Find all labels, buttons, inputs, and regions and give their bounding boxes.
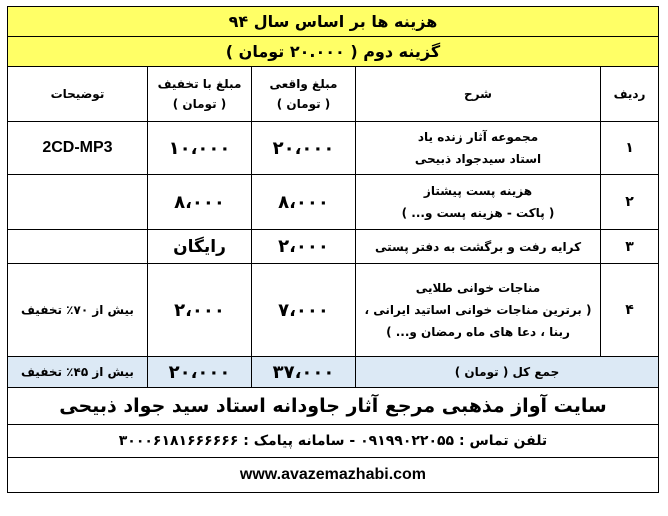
table-row	[7, 230, 658, 264]
row-description-line: کرایه رفت و برگشت به دفتر پستی	[374, 239, 582, 254]
row-description	[356, 264, 601, 357]
row-description-line: مناجات خوانی طلایی	[415, 281, 541, 295]
site-row	[7, 388, 658, 425]
header-row	[7, 67, 658, 122]
row-description-line: ( برترین مناجات خوانی اساتید ایرانی ،	[364, 303, 592, 317]
row-discount-price: ۸،۰۰۰	[148, 175, 252, 230]
table-title: هزینه ها بر اساس سال ۹۴	[7, 7, 658, 37]
header-discount-price-line1: مبلغ با تخفیف	[157, 77, 242, 91]
row-real-price: ۷،۰۰۰	[252, 264, 356, 357]
row-notes	[7, 175, 147, 230]
row-discount-price: ۲،۰۰۰	[148, 264, 252, 357]
row-description-line: استاد سیدجواد ذبیحی	[414, 152, 542, 166]
row-index: ۳	[601, 230, 659, 264]
row-description-line: ربنا ، دعا های ماه رمضان و... )	[386, 325, 570, 339]
header-discount-price	[148, 67, 252, 122]
row-description	[356, 230, 601, 264]
header-real-price-line2: ( تومان )	[276, 97, 331, 111]
row-index: ۴	[601, 264, 659, 357]
title-row	[7, 7, 658, 37]
price-table	[7, 6, 659, 493]
table-row	[7, 264, 658, 357]
contact-info: تلفن تماس : ۰۹۱۹۹۰۲۲۰۵۵ - سامانه پیامک : ۳۰۰۰۶۱۸۱۶۶۶۶۶۶	[7, 425, 658, 458]
row-description	[356, 175, 601, 230]
header-notes: توضیحات	[7, 67, 147, 122]
row-real-price: ۸،۰۰۰	[252, 175, 356, 230]
row-description-line: ( پاکت - هزینه پست و... )	[401, 206, 555, 220]
header-description: شرح	[356, 67, 601, 122]
total-row	[7, 357, 658, 388]
table-subtitle: گزینه دوم ( ۲۰.۰۰۰ تومان )	[7, 37, 658, 67]
row-description-line: هزینه پست پیشتاز	[423, 184, 533, 198]
website-link[interactable]: www.avazemazhabi.com	[7, 458, 658, 493]
total-label: جمع کل ( تومان )	[356, 357, 659, 388]
price-sheet	[8, 6, 659, 493]
header-row-label: ردیف	[601, 67, 659, 122]
site-name: سایت آواز مذهبی مرجع آثار جاودانه استاد سید جواد ذبیحی	[7, 388, 658, 425]
row-index: ۱	[601, 122, 659, 175]
total-real-price: ۳۷،۰۰۰	[252, 357, 356, 388]
total-discount-price: ۲۰،۰۰۰	[148, 357, 252, 388]
row-discount-price: رایگان	[148, 230, 252, 264]
row-real-price: ۲،۰۰۰	[252, 230, 356, 264]
table-row	[7, 175, 658, 230]
row-discount-price: ۱۰،۰۰۰	[148, 122, 252, 175]
row-notes: 2CD-MP3	[7, 122, 147, 175]
table-row	[7, 122, 658, 175]
row-index: ۲	[601, 175, 659, 230]
website-row	[7, 458, 658, 493]
header-real-price-line1: مبلغ واقعی	[269, 77, 338, 91]
total-notes: بیش از ۴۵٪ تخفیف	[7, 357, 147, 388]
contact-row	[7, 425, 658, 458]
row-real-price: ۲۰،۰۰۰	[252, 122, 356, 175]
row-notes: بیش از ۷۰٪ تخفیف	[7, 264, 147, 357]
row-description	[356, 122, 601, 175]
row-notes	[7, 230, 147, 264]
header-real-price	[252, 67, 356, 122]
subtitle-row	[7, 37, 658, 67]
row-description-line: مجموعه آثار زنده یاد	[417, 130, 539, 144]
header-discount-price-line2: ( تومان )	[172, 97, 227, 111]
